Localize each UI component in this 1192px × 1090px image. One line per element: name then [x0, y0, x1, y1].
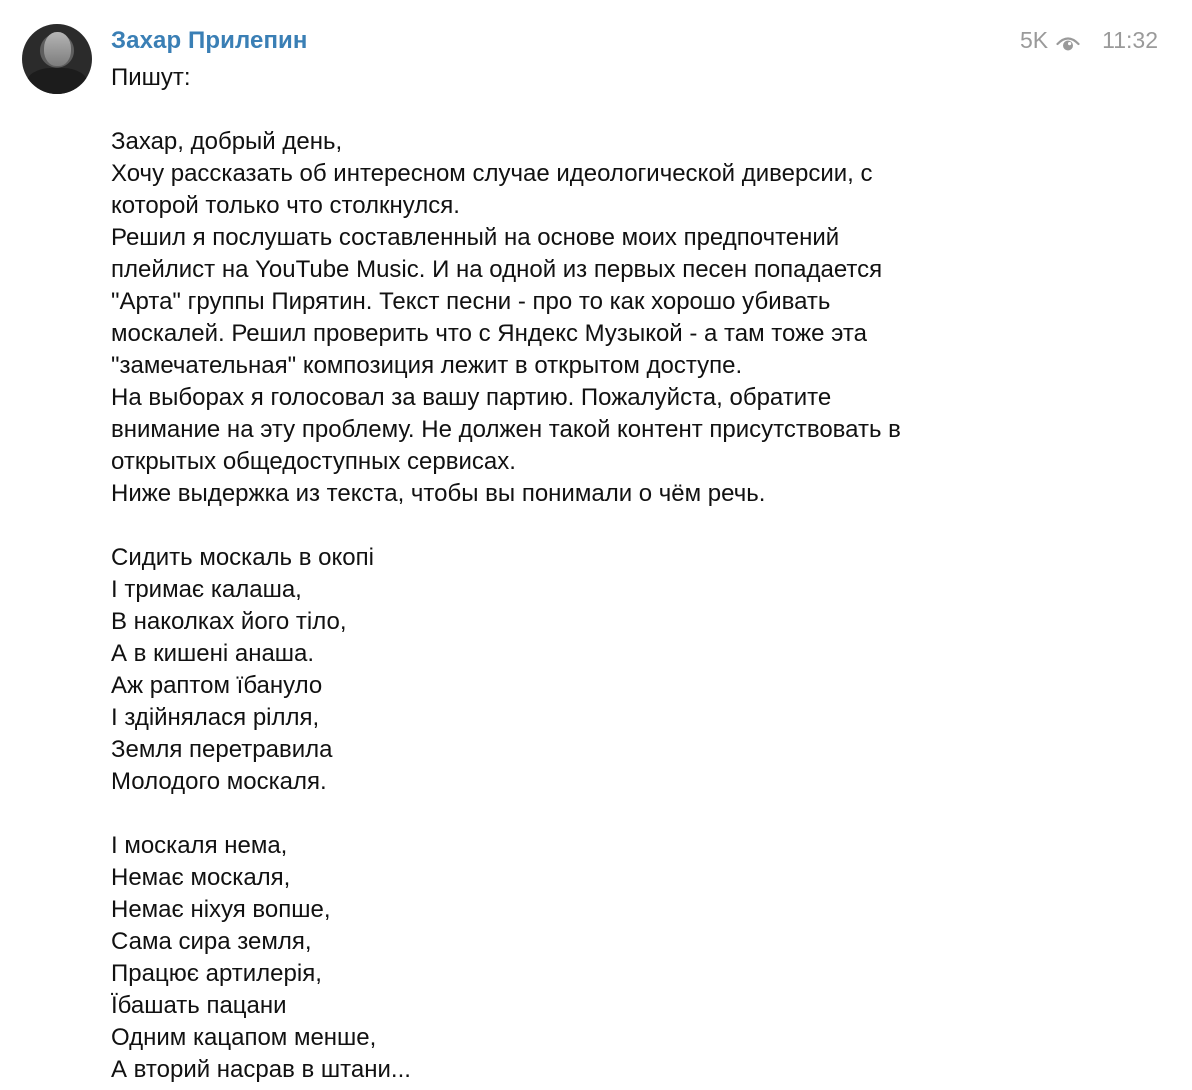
letter-line: Хочу рассказать об интересном случае идеологической диверсии, с [111, 160, 873, 187]
verse-line: Немає москаля, [111, 864, 291, 891]
letter-line: Решил я послушать составленный на основе моих предпочтений [111, 224, 840, 251]
verse-line: І тримає калаша, [111, 576, 302, 603]
letter-line: которой только что столкнулся. [111, 192, 460, 219]
letter-line: москалей. Решил проверить что с Яндекс Музыкой - а там тоже эта [111, 320, 867, 347]
letter-line: "замечательная" композиция лежит в открытом доступе. [111, 352, 743, 379]
verse-line: Сама сира земля, [111, 928, 312, 955]
message-intro: Пишут: [111, 64, 191, 91]
verse-line: Аж раптом їбануло [111, 672, 323, 699]
avatar[interactable] [22, 24, 92, 94]
verse-line: В наколках його тіло, [111, 608, 347, 635]
letter-line: Захар, добрый день, [111, 128, 343, 155]
author-name[interactable]: Захар Прилепин [111, 27, 308, 54]
verse-line: І здійнялася рілля, [111, 704, 320, 731]
verse-line: Їбашать пацани [111, 992, 287, 1019]
post-time: 11:32 [1102, 27, 1158, 53]
paragraph-gap [111, 798, 1111, 830]
avatar-photo-head [44, 32, 71, 66]
letter-line: "Арта" группы Пирятин. Текст песни - про то как хорошо убивать [111, 288, 831, 315]
verse-line: Земля перетравила [111, 736, 333, 763]
verse-line: Немає ніхуя вопше, [111, 896, 331, 923]
letter-line: открытых общедоступных сервисах. [111, 448, 516, 475]
letter-line: внимание на эту проблему. Не должен такой контент присутствовать в [111, 416, 901, 443]
paragraph-gap [111, 510, 1111, 542]
verse-line: Працює артилерія, [111, 960, 322, 987]
verse-line: А вторий насрав в штани... [111, 1056, 411, 1083]
verse-line: Одним кацапом менше, [111, 1024, 377, 1051]
message-body [111, 62, 1111, 1086]
paragraph-gap [111, 94, 1111, 126]
verse-line: Сидить москаль в окопі [111, 544, 374, 571]
verse-line: Молодого москаля. [111, 768, 327, 795]
verse-line: І москаля нема, [111, 832, 288, 859]
verse-line: А в кишені анаша. [111, 640, 315, 667]
eye-icon [1056, 32, 1080, 50]
letter-line: плейлист на YouTube Music. И на одной из первых песен попадается [111, 256, 883, 283]
avatar-photo-body [26, 68, 88, 94]
letter-line: Ниже выдержка из текста, чтобы вы понимали о чём речь. [111, 480, 766, 507]
view-count: 5K [1020, 27, 1049, 53]
post-meta [1020, 27, 1158, 54]
letter-line: На выборах я голосовал за вашу партию. Пожалуйста, обратите [111, 384, 832, 411]
